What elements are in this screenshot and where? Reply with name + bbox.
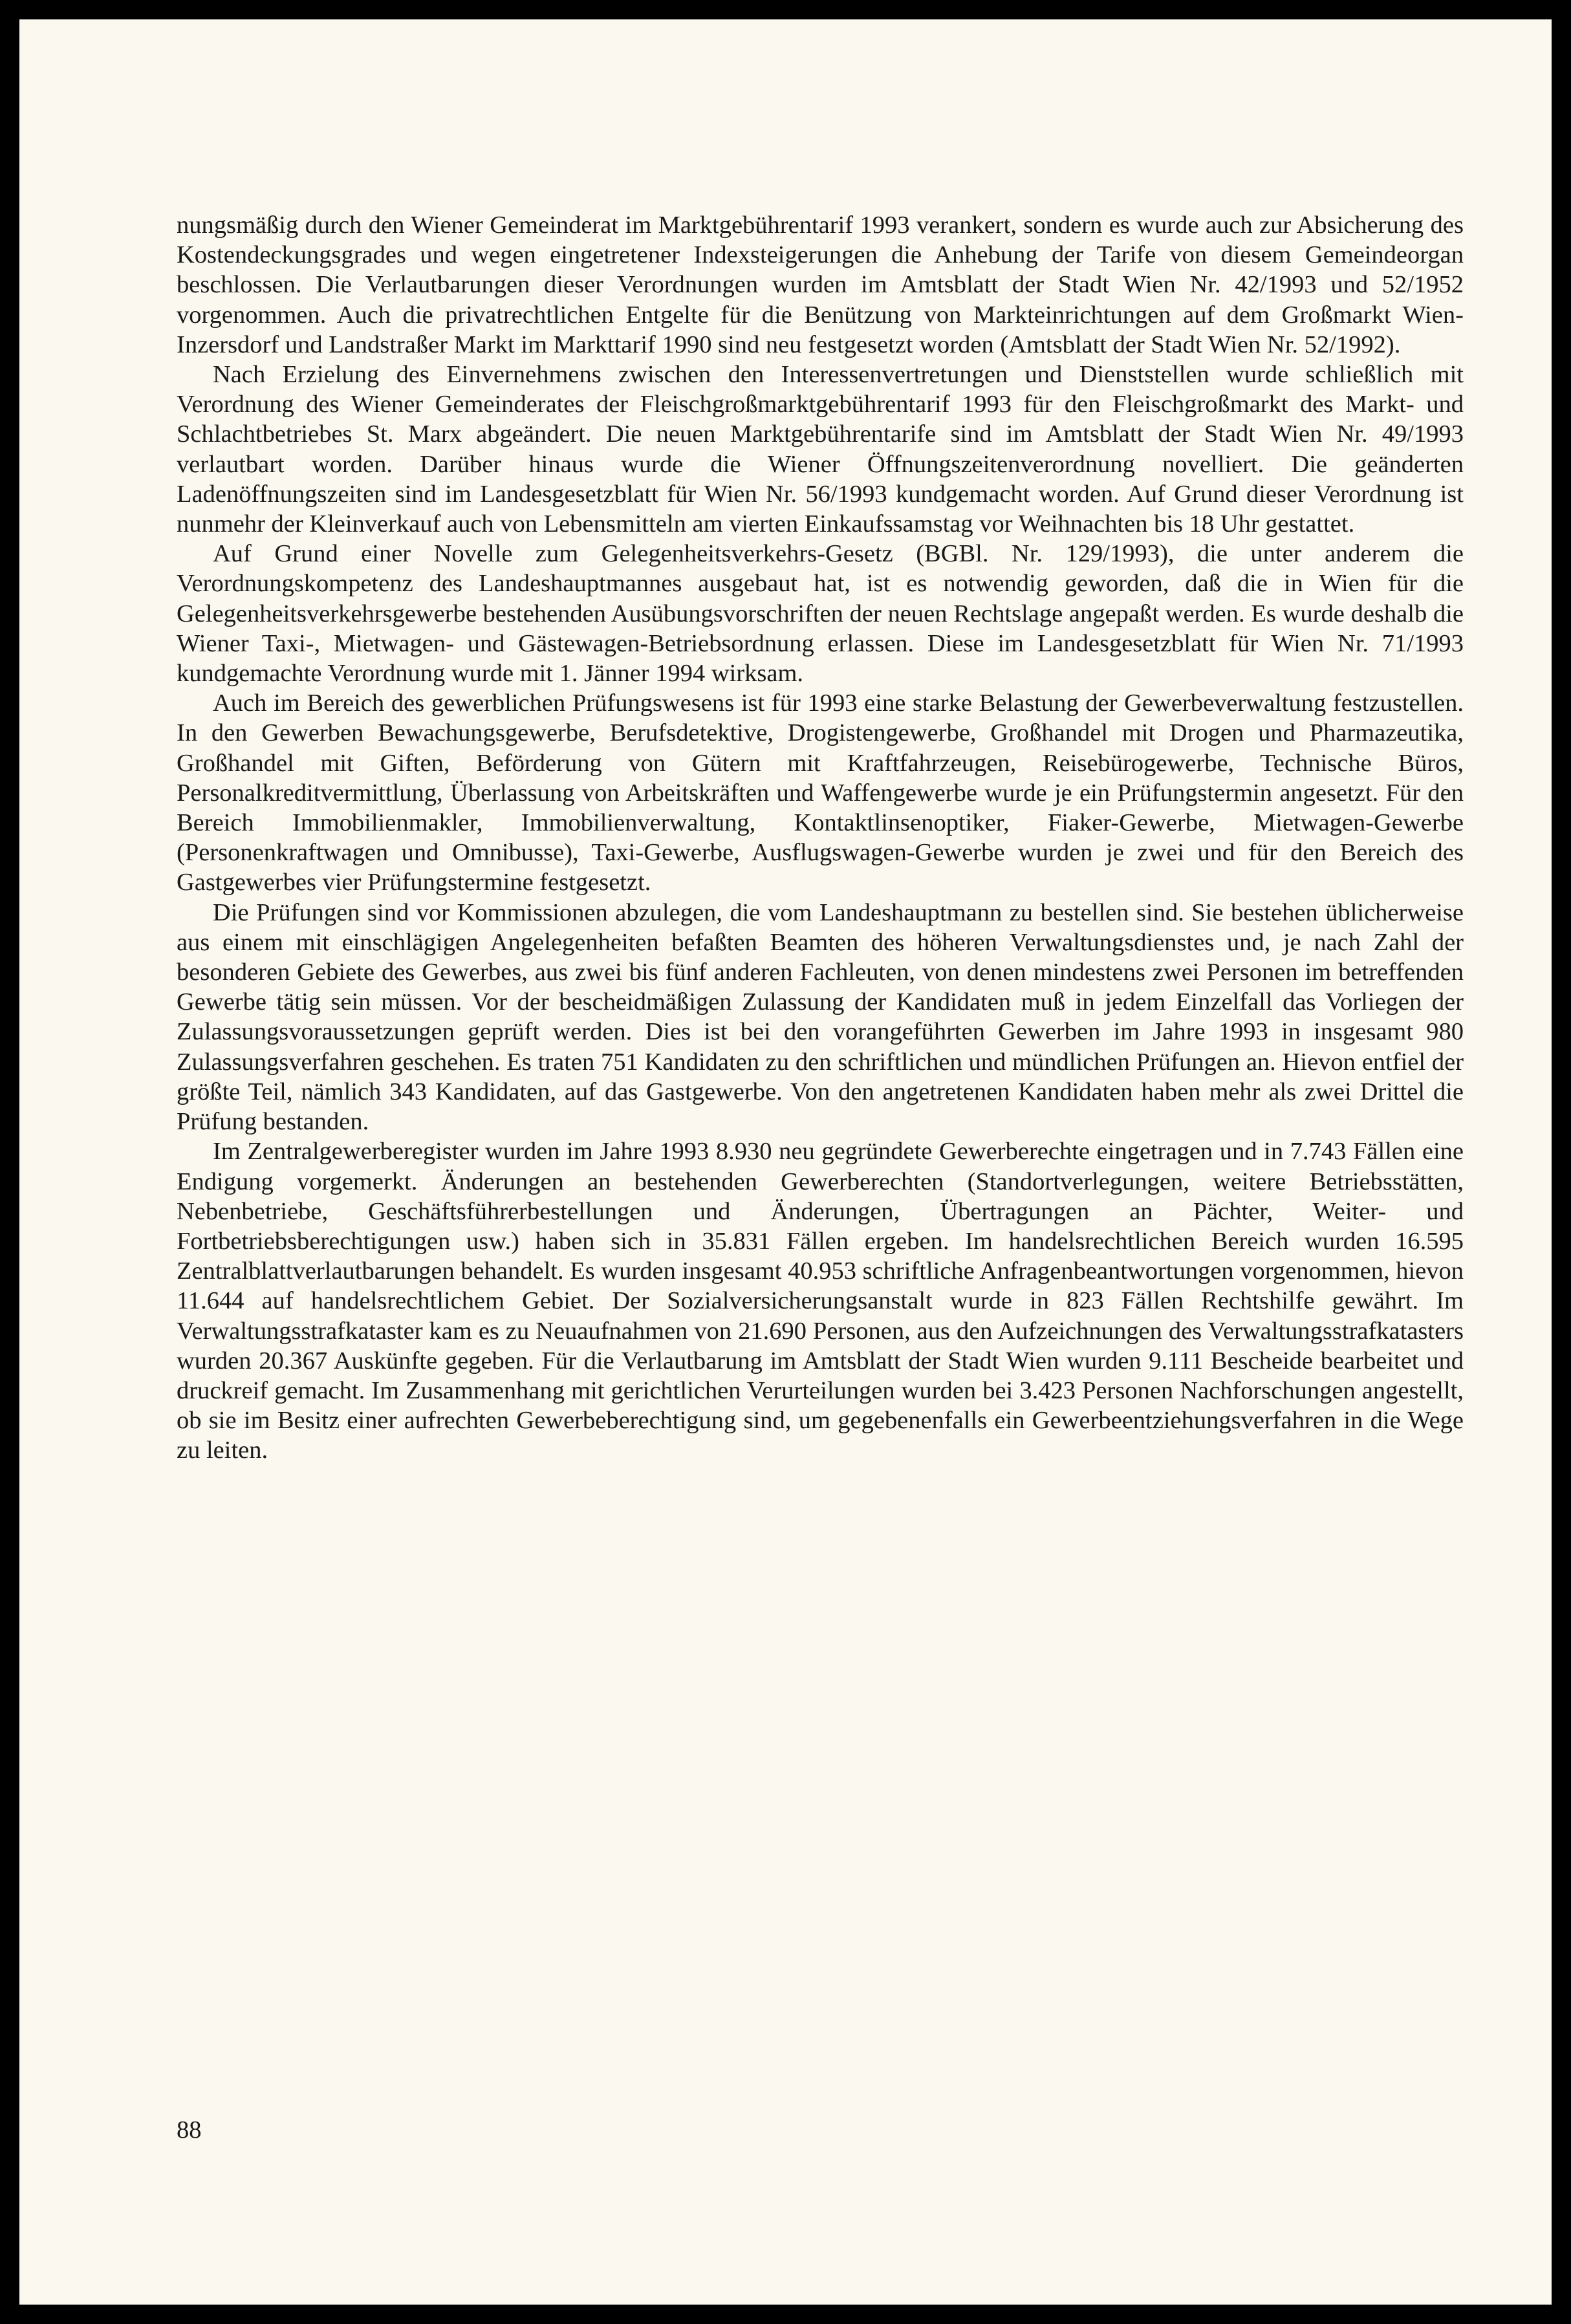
paragraph-taxi-regulation: Auf Grund einer Novelle zum Gelegenheitsverkehrs-Gesetz (BGBl. Nr. 129/1993), die unter anderem die Verordnungskompetenz des Landeshauptmannes ausgebaut hat, ist es notwendig geworden, daß die in Wien für die Gelegenheitsverkehrsgewerbe bestehenden Ausübungsvorschriften der neuen Rechtslage angepaßt werden. Es wurde deshalb die Wiener Taxi-, Mietwagen- und Gästewagen-Betriebsordnung erlassen. Diese im Landesgesetzblatt für Wien Nr. 71/1993 kundgemachte Verordnung wurde mit 1. Jänner 1994 wirksam. — [177, 540, 1464, 688]
paragraph-examinations: Auch im Bereich des gewerblichen Prüfungswesens ist für 1993 eine starke Belastung der Gewerbeverwaltung festzustellen. In den Gewerben Bewachungsgewerbe, Berufsdetektive, Drogistengewerbe, Großhandel mit Drogen und Pharmazeutika, Großhandel mit Giften, Beförderung von Gütern mit Kraftfahrzeugen, Reisebürogewerbe, Technische Büros, Personalkreditvermittlung, Überlassung von Arbeitskräften und Waffengewerbe wurde je ein Prüfungstermin angesetzt. Für den Bereich Immobilienmakler, Immobilienverwaltung, Kontaktlinsenoptiker, Fiaker-Gewerbe, Mietwagen-Gewerbe (Personenkraftwagen und Omnibusse), Taxi-Gewerbe, Ausflugswagen-Gewerbe wurden je zwei und für den Bereich des Gastgewerbes vier Prüfungstermine festgesetzt. — [177, 690, 1464, 896]
document-page — [19, 19, 1552, 2305]
paragraph-commissions: Die Prüfungen sind vor Kommissionen abzulegen, die vom Landeshauptmann zu bestellen sind. Sie bestehen üblicherweise aus einem mit einschlägigen Angelegenheiten befaßten Beamten des höheren Verwaltungsdienstes und, je nach Zahl der besonderen Gebiete des Gewerbes, aus zwei bis fünf anderen Fachleuten, von denen mindestens zwei Personen im betreffenden Gewerbe tätig sein müssen. Vor der bescheidmäßigen Zulassung der Kandidaten muß in jedem Einzelfall das Vorliegen der Zulassungsvoraussetzungen geprüft werden. Dies ist bei den vorangeführten Gewerben im Jahre 1993 in insgesamt 980 Zulassungsverfahren geschehen. Es traten 751 Kandidaten zu den schriftlichen und mündlichen Prüfungen an. Hievon entfiel der größte Teil, nämlich 343 Kandidaten, auf das Gastgewerbe. Von den angetretenen Kandidaten haben mehr als zwei Drittel die Prüfung bestanden. — [177, 898, 1464, 1136]
paragraph-continuation: nungsmäßig durch den Wiener Gemeinderat im Marktgebührentarif 1993 verankert, sondern es wurde auch zur Absicherung des Kostendeckungsgrades und wegen eingetretener Indexsteigerungen die Anhebung der Tarife von diesem Gemeindeorgan beschlossen. Die Verlautbarungen dieser Verordnungen wurden im Amtsblatt der Stadt Wien Nr. 42/1993 und 52/1952 vorgenommen. Auch die privatrechtlichen Entgelte für die Benützung von Markteinrichtungen auf dem Großmarkt Wien-Inzersdorf und Landstraßer Markt im Markttarif 1990 sind neu festgesetzt worden (Amtsblatt der Stadt Wien Nr. 52/1992). — [177, 212, 1464, 358]
paragraph-meat-market: Nach Erzielung des Einvernehmens zwischen den Interessenvertretungen und Dienststellen wurde schließlich mit Verordnung des Wiener Gemeinderates der Fleischgroßmarktgebührentarif 1993 für den Fleischgroßmarkt des Markt- und Schlachtbetriebes St. Marx abgeändert. Die neuen Marktgebührentarife sind im Amtsblatt der Stadt Wien Nr. 49/1993 verlautbart worden. Darüber hinaus wurde die Wiener Öffnungszeitenverordnung novelliert. Die geänderten Ladenöffnungszeiten sind im Landesgesetzblatt für Wien Nr. 56/1993 kundgemacht worden. Auf Grund dieser Verordnung ist nunmehr der Kleinverkauf auch von Lebensmitteln am vierten Einkaufssamstag vor Weihnachten bis 18 Uhr gestattet. — [177, 361, 1464, 538]
page-number: 88 — [177, 2116, 202, 2144]
paragraph-trade-register: Im Zentralgewerberegister wurden im Jahre 1993 8.930 neu gegründete Gewerberechte eingetragen und in 7.743 Fällen eine Endigung vorgemerkt. Änderungen an bestehenden Gewerberechten (Standortverlegungen, weitere Betriebsstätten, Nebenbetriebe, Geschäftsführerbestellungen und Änderungen, Übertragungen an Pächter, Weiter- und Fortbetriebsberechtigungen usw.) haben sich in 35.831 Fällen ergeben. Im handelsrechtlichen Bereich wurden 16.595 Zentralblattverlautbarungen behandelt. Es wurden insgesamt 40.953 schriftliche Anfragenbeantwortungen vorgenommen, hievon 11.644 auf handelsrechtlichem Gebiet. Der Sozialversicherungsanstalt wurde in 823 Fällen Rechtshilfe gewährt. Im Verwaltungsstrafkataster kam es zu Neuaufnahmen von 21.690 Personen, aus den Aufzeichnungen des Verwaltungsstrafkatasters wurden 20.367 Auskünfte gegeben. Für die Verlautbarung im Amtsblatt der Stadt Wien wurden 9.111 Bescheide bearbeitet und druckreif gemacht. Im Zusammenhang mit gerichtlichen Verurteilungen wurden bei 3.423 Personen Nachforschungen angestellt, ob sie im Besitz einer aufrechten Gewerbeberechtigung sind, um gegebenenfalls ein Gewerbeentziehungsverfahren in die Wege zu leiten. — [177, 1138, 1464, 1464]
body-text — [177, 210, 1464, 1466]
